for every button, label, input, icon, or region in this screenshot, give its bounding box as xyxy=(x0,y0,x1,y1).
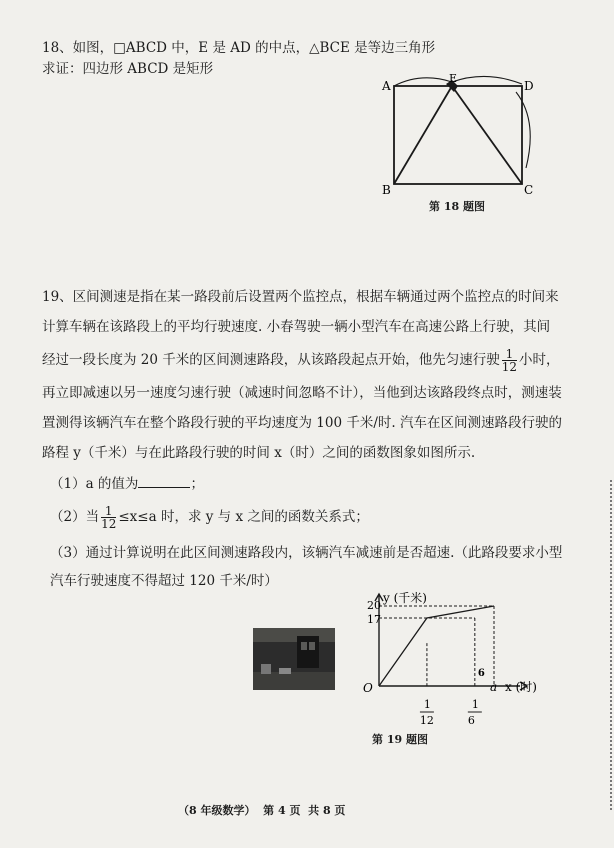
segment-be xyxy=(394,86,452,184)
sub1-before: （1）a 的值为 xyxy=(50,476,139,492)
q18-line2: 求证：四边形 ABCD 是矩形 xyxy=(42,61,214,77)
q19-line4: 再立即减速以另一速度匀速行驶（减速时间忽略不计），当他到达该路段终点时，测速装 xyxy=(42,385,562,401)
q19-sub1 xyxy=(50,474,204,493)
q19-line6: 路程 y（千米）与在此路段行驶的时间 x（时）之间的函数图象如图所示. xyxy=(42,445,476,461)
fraction-den: 12 xyxy=(501,360,518,374)
fraction-1-12-sub2 xyxy=(101,505,116,530)
q19-line3-after: 小时， xyxy=(519,352,560,368)
xtick-1-12-den: 12 xyxy=(419,714,434,726)
binding-edge xyxy=(610,480,612,810)
pencil-arc-3 xyxy=(516,92,530,168)
xtick-1-6-num: 1 xyxy=(471,698,479,711)
q18-figure xyxy=(376,70,536,195)
fraction-den: 12 xyxy=(101,517,117,531)
xtick-1-12-num: 1 xyxy=(423,698,431,711)
answer-blank[interactable] xyxy=(138,474,190,488)
fraction-1-12 xyxy=(502,348,517,373)
ytick-20: 20 xyxy=(367,599,381,612)
q19-caption: 第 19 题图 xyxy=(372,733,428,746)
sub1-after: ； xyxy=(190,476,204,492)
origin-label: O xyxy=(363,681,373,695)
sub2-before: （2）当 xyxy=(50,509,100,525)
handwritten-mark: 6 xyxy=(477,668,485,679)
q19-line2: 计算车辆在该路段上的平均行驶速度. 小春驾驶一辆小型汽车在高速公路上行驶，其间 xyxy=(42,319,551,335)
q18-caption: 第 18 题图 xyxy=(429,200,485,213)
q19-line3-before: 经过一段长度为 20 千米的区间测速路段，从该路段起点开始，他先匀速行驶 xyxy=(42,352,500,368)
q19-chart xyxy=(355,586,555,726)
fraction-num: 1 xyxy=(502,348,517,361)
q19-sub2 xyxy=(50,505,369,530)
label-c: C xyxy=(524,183,534,195)
ytick-17: 17 xyxy=(367,613,381,626)
y-axis-label: y (千米) xyxy=(383,591,427,605)
photo-thumbnail xyxy=(253,628,335,690)
q19-sub3-line2: 汽车行驶速度不得超过 120 千米/时） xyxy=(50,573,278,589)
x-axis-label: x (时) xyxy=(505,680,537,694)
pencil-arc-1 xyxy=(394,78,452,86)
q19-line3 xyxy=(42,348,560,373)
label-a: A xyxy=(382,79,391,93)
label-d: D xyxy=(524,79,534,93)
segment-ce xyxy=(452,86,522,184)
sub2-after: ≤x≤a 时，求 y 与 x 之间的函数关系式； xyxy=(118,509,369,525)
xtick-a: a xyxy=(490,680,498,694)
xtick-1-6-den: 6 xyxy=(467,714,475,726)
q19-line5: 置测得该辆汽车在整个路段行驶的平均速度为 100 千米/时. 汽车在区间测速路段行驶的 xyxy=(42,415,562,431)
q19-sub3-line1: （3）通过计算说明在此区间测速路段内，该辆汽车减速前是否超速.（此路段要求小型 xyxy=(50,545,563,561)
label-e: E xyxy=(449,72,458,85)
q18-line1: 18、如图，□ABCD 中，E 是 AD 的中点，△BCE 是等边三角形 xyxy=(42,40,436,56)
pencil-arc-2 xyxy=(452,76,522,84)
fraction-num: 1 xyxy=(101,505,116,518)
page-footer: （8 年级数学） 第 4 页 共 8 页 xyxy=(178,804,346,817)
label-b: B xyxy=(382,183,391,195)
q19-line1: 19、区间测速是指在某一路段前后设置两个监控点，根据车辆通过两个监控点的时间来 xyxy=(42,289,559,305)
parallelogram-abcd xyxy=(394,86,522,184)
